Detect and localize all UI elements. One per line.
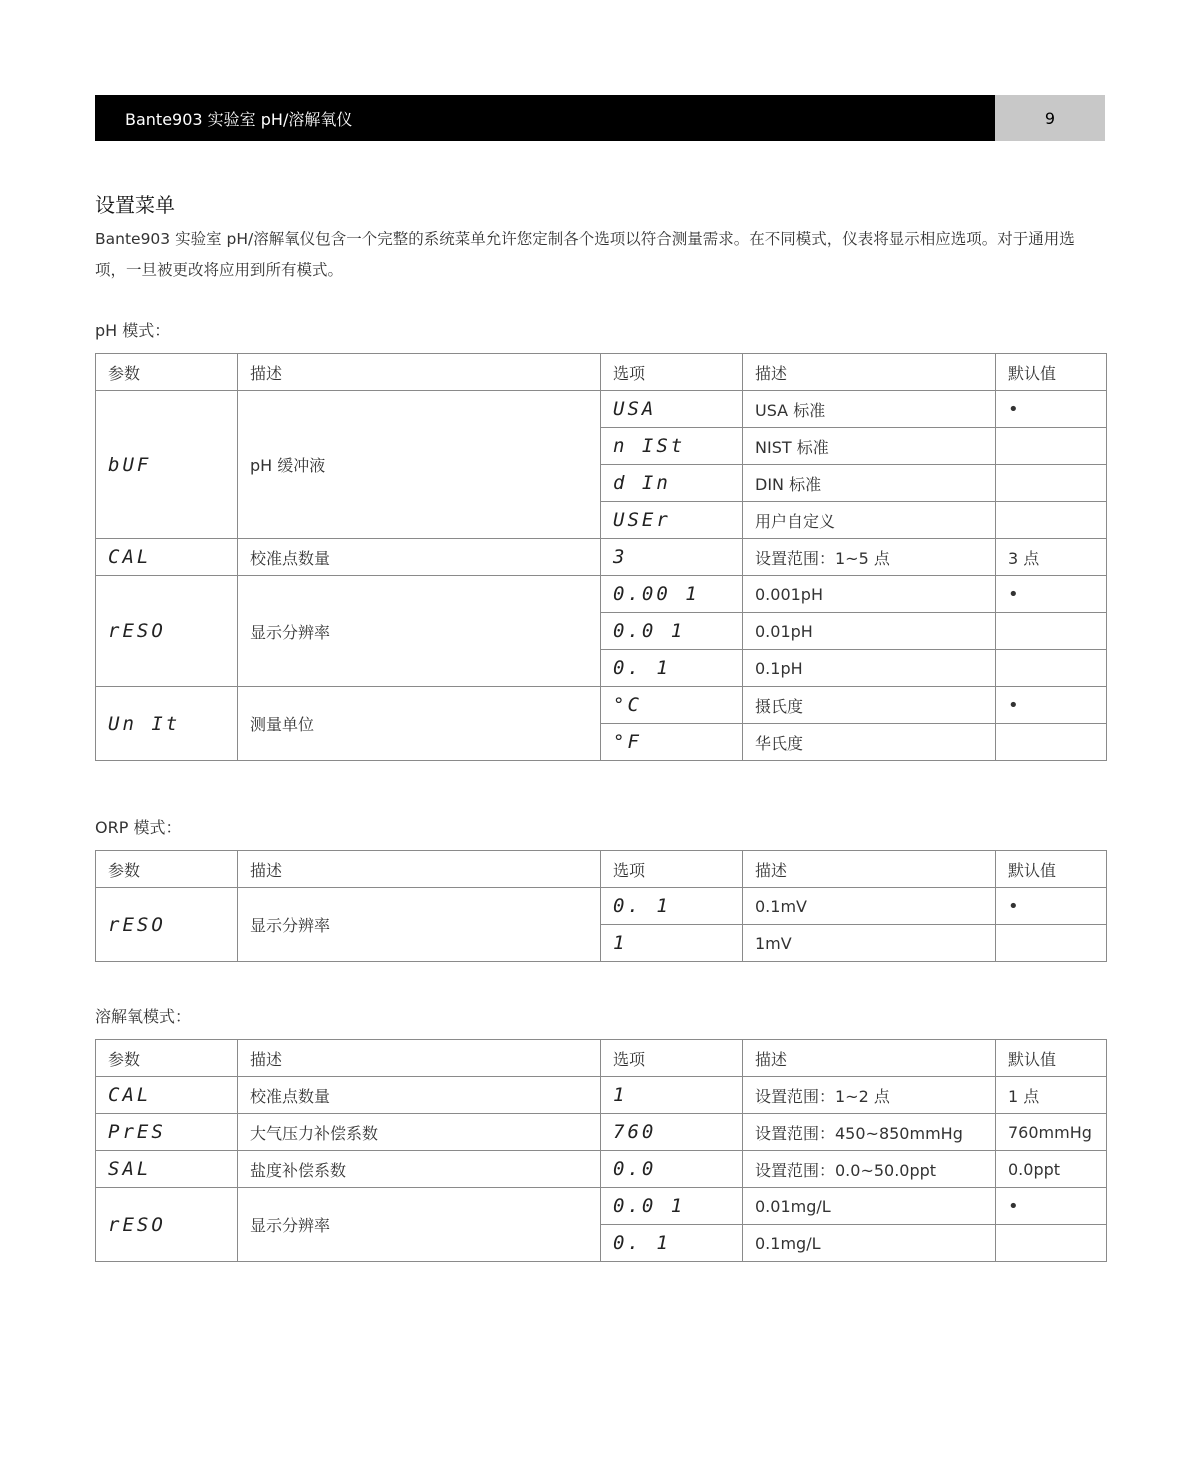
option-description: 0.1mg/L [743, 1225, 996, 1262]
param-description: 显示分辨率 [238, 1188, 601, 1262]
default-dot: • [996, 391, 1107, 428]
default-dot: • [996, 576, 1107, 613]
param-code: PrES [96, 1114, 238, 1151]
default-value [996, 925, 1107, 962]
table-row [96, 1077, 1107, 1114]
table-row [96, 687, 1107, 724]
header-desc: 描述 [238, 354, 601, 391]
header-param: 参数 [96, 1040, 238, 1077]
page-number: 9 [1044, 108, 1056, 128]
do-mode-table [95, 1039, 1107, 1262]
option-code: 0. 1 [601, 888, 743, 925]
param-code: rESO [96, 576, 238, 687]
option-description: 0.01pH [743, 613, 996, 650]
table-row [96, 1114, 1107, 1151]
option-description: 设置范围：0.0~50.0ppt [743, 1151, 996, 1188]
option-description: 设置范围：1~2 点 [743, 1077, 996, 1114]
header-default: 默认值 [996, 354, 1107, 391]
table-row [96, 1188, 1107, 1225]
header-option-desc: 描述 [743, 354, 996, 391]
header-default: 默认值 [996, 1040, 1107, 1077]
option-code: 0. 1 [601, 650, 743, 687]
table-header-row [96, 1040, 1107, 1077]
option-code: 0.0 1 [601, 1188, 743, 1225]
default-value: 3 点 [996, 539, 1107, 576]
orp-mode-table [95, 850, 1107, 962]
option-code: 0.00 1 [601, 576, 743, 613]
option-code: 0.0 [601, 1151, 743, 1188]
param-code: rESO [96, 1188, 238, 1262]
table-row [96, 576, 1107, 613]
option-code: 1 [601, 1077, 743, 1114]
param-description: 显示分辨率 [238, 888, 601, 962]
section-title: 设置菜单 [95, 193, 175, 217]
option-description: 0.1mV [743, 888, 996, 925]
table-header-row [96, 851, 1107, 888]
default-value [996, 724, 1107, 761]
header-desc: 描述 [238, 1040, 601, 1077]
option-code: USA [601, 391, 743, 428]
option-description: 0.001pH [743, 576, 996, 613]
option-description: 0.01mg/L [743, 1188, 996, 1225]
param-code: Un It [96, 687, 238, 761]
header-param: 参数 [96, 354, 238, 391]
option-code: 3 [601, 539, 743, 576]
default-value [996, 613, 1107, 650]
section-intro: Bante903 实验室 pH/溶解氧仪包含一个完整的系统菜单允许您定制各个选项以符合测量需求。在不同模式，仪表将显示相应选项。对于通用选项，一旦被更改将应用到所有模式。 [95, 230, 1075, 279]
default-value [996, 428, 1107, 465]
header-option-desc: 描述 [743, 1040, 996, 1077]
option-code: 1 [601, 925, 743, 962]
default-value: 760mmHg [996, 1114, 1107, 1151]
option-code: d In [601, 465, 743, 502]
option-description: 0.1pH [743, 650, 996, 687]
option-code: n ISt [601, 428, 743, 465]
option-description: 设置范围：1~5 点 [743, 539, 996, 576]
option-code: USEr [601, 502, 743, 539]
table-row [96, 888, 1107, 925]
header-option-desc: 描述 [743, 851, 996, 888]
header-bar [95, 95, 995, 141]
option-code: 0.0 1 [601, 613, 743, 650]
option-description: 摄氏度 [743, 687, 996, 724]
param-description: 大气压力补偿系数 [238, 1114, 601, 1151]
default-value: 0.0ppt [996, 1151, 1107, 1188]
default-value: 1 点 [996, 1077, 1107, 1114]
param-description: 显示分辨率 [238, 576, 601, 687]
param-code: SAL [96, 1151, 238, 1188]
header-option: 选项 [601, 354, 743, 391]
header-option: 选项 [601, 851, 743, 888]
param-description: 盐度补偿系数 [238, 1151, 601, 1188]
table-row [96, 391, 1107, 428]
default-value [996, 1225, 1107, 1262]
param-code: CAL [96, 539, 238, 576]
param-code: rESO [96, 888, 238, 962]
option-code: °F [601, 724, 743, 761]
option-code: °C [601, 687, 743, 724]
default-value [996, 502, 1107, 539]
table-header-row [96, 354, 1107, 391]
param-code: bUF [96, 391, 238, 539]
header-option: 选项 [601, 1040, 743, 1077]
option-code: 0. 1 [601, 1225, 743, 1262]
default-dot: • [996, 1188, 1107, 1225]
option-description: 用户自定义 [743, 502, 996, 539]
option-description: 华氏度 [743, 724, 996, 761]
option-code: 760 [601, 1114, 743, 1151]
default-value [996, 465, 1107, 502]
default-dot: • [996, 888, 1107, 925]
header-desc: 描述 [238, 851, 601, 888]
option-description: DIN 标准 [743, 465, 996, 502]
header-title: Bante903 实验室 pH/溶解氧仪 [125, 109, 353, 129]
ph-mode-table [95, 353, 1107, 761]
header-param: 参数 [96, 851, 238, 888]
default-dot: • [996, 687, 1107, 724]
option-description: 1mV [743, 925, 996, 962]
header-default: 默认值 [996, 851, 1107, 888]
option-description: 设置范围：450~850mmHg [743, 1114, 996, 1151]
param-description: 校准点数量 [238, 1077, 601, 1114]
ph-mode-label: pH 模式： [95, 321, 171, 340]
param-description: 测量单位 [238, 687, 601, 761]
option-description: USA 标准 [743, 391, 996, 428]
option-description: NIST 标准 [743, 428, 996, 465]
do-mode-label: 溶解氧模式： [95, 1007, 192, 1026]
default-value [996, 650, 1107, 687]
table-row [96, 1151, 1107, 1188]
param-description: pH 缓冲液 [238, 391, 601, 539]
param-code: CAL [96, 1077, 238, 1114]
table-row [96, 539, 1107, 576]
page-number-box [995, 95, 1105, 141]
param-description: 校准点数量 [238, 539, 601, 576]
orp-mode-label: ORP 模式： [95, 818, 182, 837]
